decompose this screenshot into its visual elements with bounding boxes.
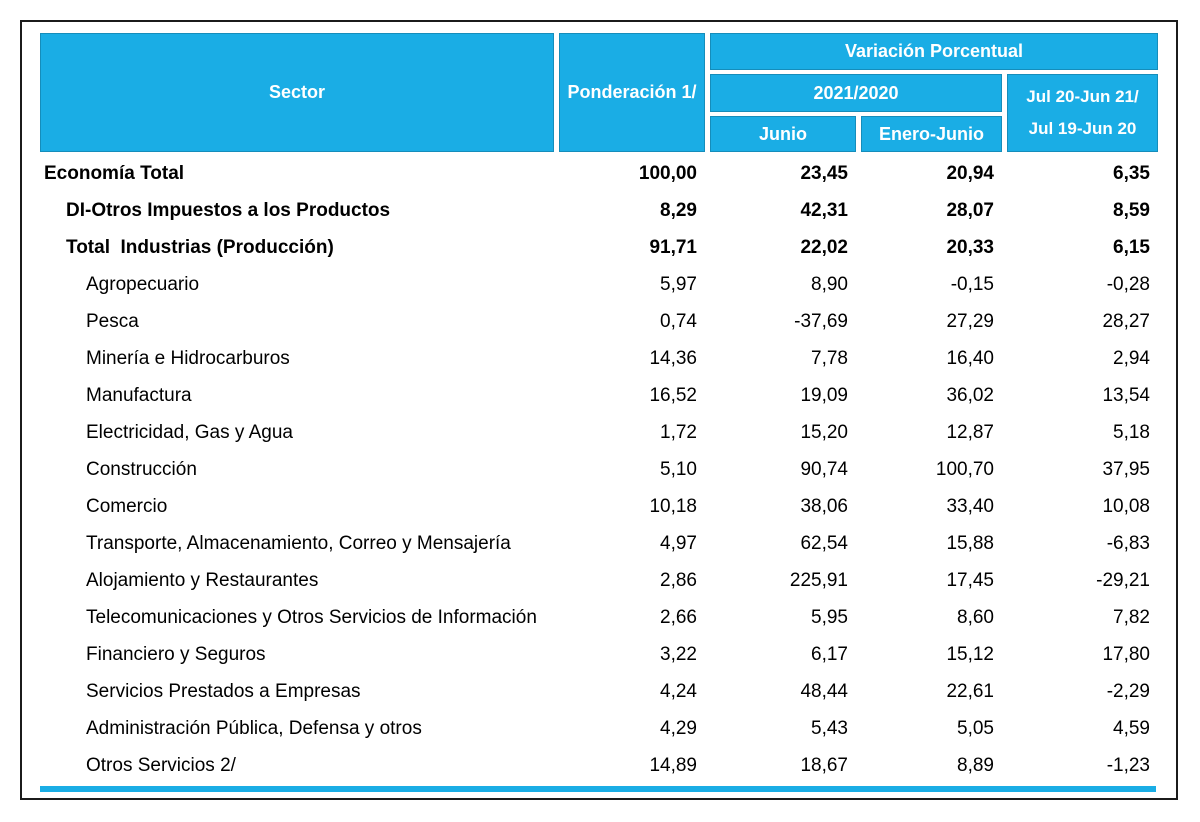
jul-value: -0,28: [1106, 273, 1150, 295]
ponderacion-value: 8,29: [660, 199, 697, 221]
jul-value: 7,82: [1113, 606, 1150, 628]
ponderacion-value: 91,71: [649, 236, 697, 258]
ponderacion-value: 100,00: [638, 162, 697, 184]
table-row: [40, 673, 1158, 710]
sector-label: Pesca: [86, 310, 139, 332]
enero-junio-value: 27,29: [946, 310, 994, 332]
enero-junio-value: 15,88: [946, 532, 994, 554]
table-row: [40, 192, 1158, 229]
header-jul-line1: Jul 20-Jun 21/: [1026, 86, 1139, 106]
header-2021-2020: 2021/2020: [710, 74, 1002, 112]
table-row: [40, 562, 1158, 599]
table-row: [40, 266, 1158, 303]
jul-value: -2,29: [1106, 680, 1150, 702]
jul-value: 6,35: [1113, 162, 1150, 184]
jul-value: 5,18: [1113, 421, 1150, 443]
junio-value: 18,67: [800, 754, 848, 776]
junio-value: 62,54: [800, 532, 848, 554]
enero-junio-value: 12,87: [946, 421, 994, 443]
sector-label: Agropecuario: [86, 273, 200, 295]
enero-junio-value: 8,60: [957, 606, 994, 628]
ponderacion-value: 16,52: [649, 384, 697, 406]
ponderacion-value: 2,66: [660, 606, 697, 628]
ponderacion-value: 4,97: [660, 532, 697, 554]
sector-label: Servicios Prestados a Empresas: [86, 680, 361, 702]
junio-value: 23,45: [800, 162, 848, 184]
jul-value: 2,94: [1113, 347, 1150, 369]
junio-value: 5,43: [811, 717, 848, 739]
table-row: [40, 525, 1158, 562]
enero-junio-value: 8,89: [957, 754, 994, 776]
junio-value: 48,44: [800, 680, 848, 702]
header-ponderacion: Ponderación 1/: [559, 33, 705, 152]
enero-junio-value: 17,45: [946, 569, 994, 591]
table-row: [40, 599, 1158, 636]
table-header: [40, 33, 1158, 152]
jul-value: 6,15: [1113, 236, 1150, 258]
jul-value: -6,83: [1106, 532, 1150, 554]
header-jul20-jun21: [1007, 74, 1158, 152]
header-variacion-porcentual: Variación Porcentual: [710, 33, 1158, 70]
jul-value: 28,27: [1102, 310, 1150, 332]
sector-label: Comercio: [86, 495, 168, 517]
jul-value: 8,59: [1113, 199, 1150, 221]
table-row: [40, 451, 1158, 488]
enero-junio-value: 5,05: [957, 717, 994, 739]
junio-value: 225,91: [789, 569, 848, 591]
junio-value: 7,78: [811, 347, 848, 369]
junio-value: 5,95: [811, 606, 848, 628]
table-row: [40, 488, 1158, 525]
table-row: [40, 414, 1158, 451]
table-row: [40, 747, 1158, 784]
enero-junio-value: 20,94: [946, 162, 994, 184]
enero-junio-value: 28,07: [946, 199, 994, 221]
sector-label: Alojamiento y Restaurantes: [86, 569, 319, 591]
jul-value: 37,95: [1102, 458, 1150, 480]
ponderacion-value: 10,18: [649, 495, 697, 517]
ponderacion-value: 0,74: [660, 310, 697, 332]
jul-value: 4,59: [1113, 717, 1150, 739]
jul-value: 10,08: [1102, 495, 1150, 517]
header-enero-junio: Enero-Junio: [861, 116, 1002, 152]
junio-value: 15,20: [800, 421, 848, 443]
ponderacion-value: 5,10: [660, 458, 697, 480]
junio-value: 6,17: [811, 643, 848, 665]
header-sector: Sector: [40, 33, 554, 152]
header-junio: Junio: [710, 116, 856, 152]
jul-value: 17,80: [1102, 643, 1150, 665]
junio-value: 22,02: [800, 236, 848, 258]
sector-label: Electricidad, Gas y Agua: [86, 421, 293, 443]
sector-label: Total Industrias (Producción): [66, 236, 334, 258]
enero-junio-value: 22,61: [946, 680, 994, 702]
enero-junio-value: 16,40: [946, 347, 994, 369]
jul-value: -1,23: [1106, 754, 1150, 776]
enero-junio-value: -0,15: [950, 273, 994, 295]
sector-label: Construcción: [86, 458, 197, 480]
enero-junio-value: 36,02: [946, 384, 994, 406]
jul-value: 13,54: [1102, 384, 1150, 406]
table-row: [40, 710, 1158, 747]
ponderacion-value: 14,89: [649, 754, 697, 776]
sector-label: Manufactura: [86, 384, 192, 406]
table-row: [40, 636, 1158, 673]
table-row: [40, 340, 1158, 377]
sector-label: Financiero y Seguros: [86, 643, 266, 665]
sector-label: Administración Pública, Defensa y otros: [86, 717, 422, 739]
header-jul-line2: Jul 19-Jun 20: [1028, 118, 1137, 138]
ponderacion-value: 4,29: [660, 717, 697, 739]
bottom-accent-bar: [40, 786, 1156, 792]
enero-junio-value: 100,70: [935, 458, 994, 480]
sector-label: Transporte, Almacenamiento, Correo y Mensajería: [86, 532, 511, 554]
junio-value: 19,09: [800, 384, 848, 406]
table-row: [40, 303, 1158, 340]
junio-value: 42,31: [800, 199, 848, 221]
table-body: [40, 155, 1158, 784]
ponderacion-value: 2,86: [660, 569, 697, 591]
junio-value: 38,06: [800, 495, 848, 517]
ponderacion-value: 1,72: [660, 421, 697, 443]
sector-label: Economía Total: [44, 162, 185, 184]
enero-junio-value: 15,12: [946, 643, 994, 665]
sector-variation-table: [40, 33, 1158, 792]
ponderacion-value: 4,24: [660, 680, 697, 702]
sector-label: DI-Otros Impuestos a los Productos: [66, 199, 391, 221]
junio-value: 8,90: [811, 273, 848, 295]
jul-value: -29,21: [1096, 569, 1150, 591]
table-row: [40, 377, 1158, 414]
sector-label: Minería e Hidrocarburos: [86, 347, 290, 369]
enero-junio-value: 33,40: [946, 495, 994, 517]
enero-junio-value: 20,33: [946, 236, 994, 258]
junio-value: -37,69: [794, 310, 848, 332]
table-row: [40, 229, 1158, 266]
ponderacion-value: 14,36: [649, 347, 697, 369]
sector-label: Otros Servicios 2/: [86, 754, 236, 776]
ponderacion-value: 5,97: [660, 273, 697, 295]
junio-value: 90,74: [800, 458, 848, 480]
table-row: [40, 155, 1158, 192]
ponderacion-value: 3,22: [660, 643, 697, 665]
sector-label: Telecomunicaciones y Otros Servicios de Información: [86, 606, 537, 628]
